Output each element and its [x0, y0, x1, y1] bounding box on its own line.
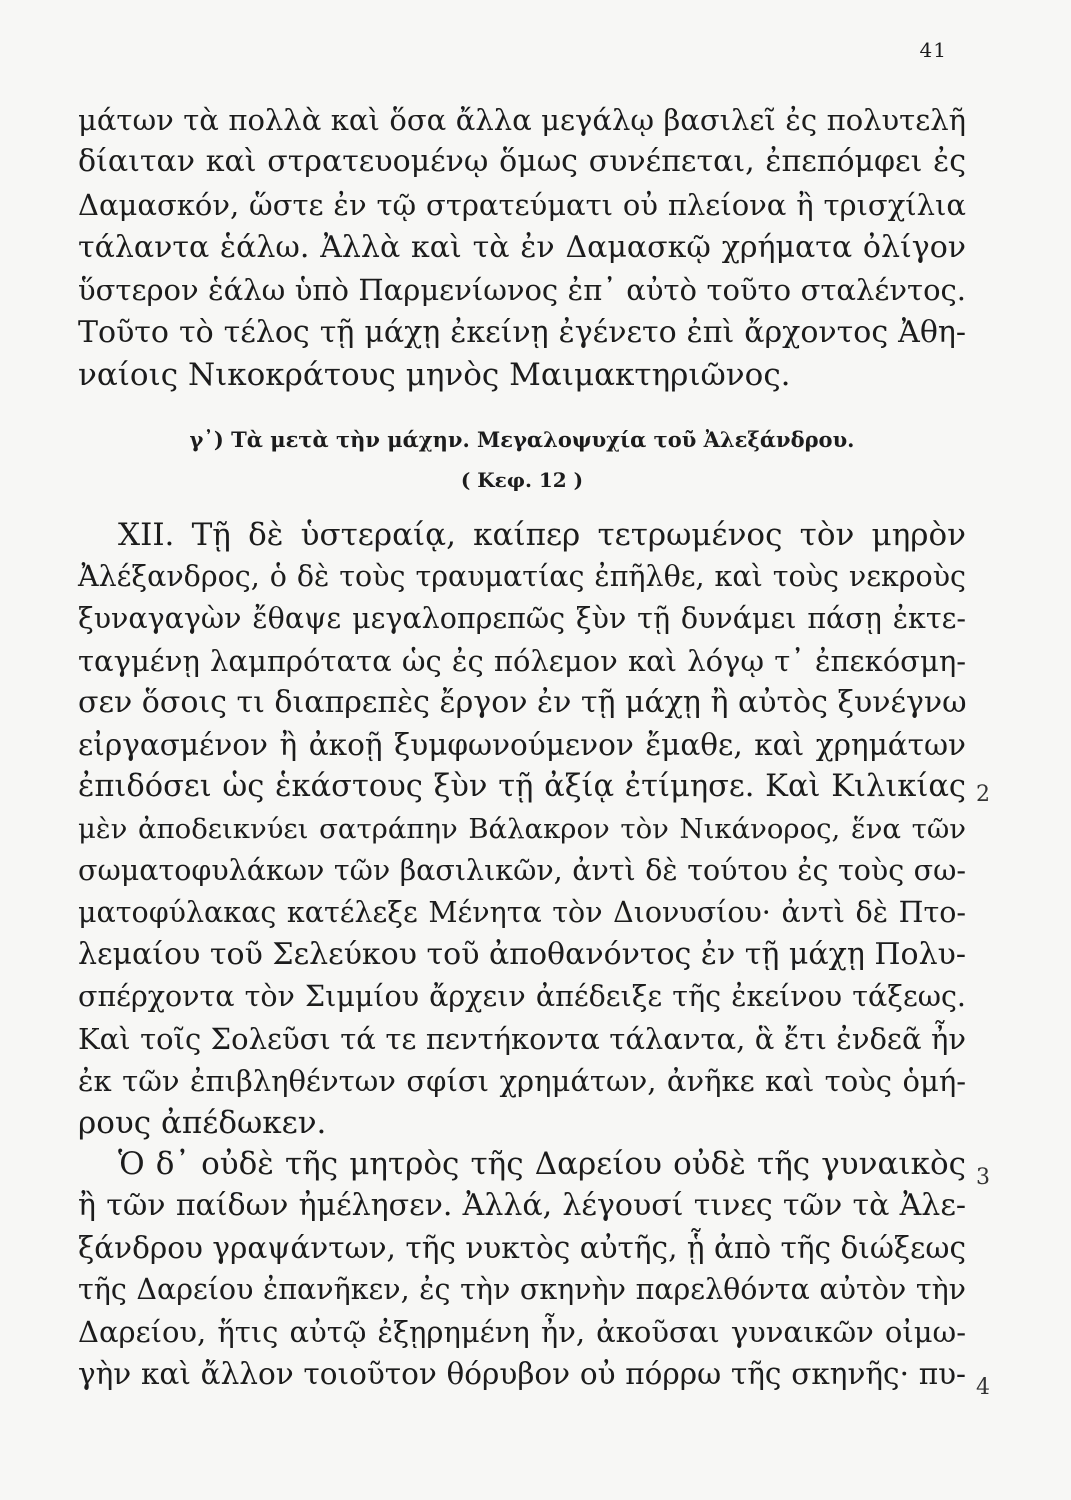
text-line: Τοῦτο τὸ τέλος τῇ μάχῃ ἐκείνῃ ἐγένετο ἐπὶ ἄρχοντος Ἀθη- [78, 315, 966, 350]
text-line: XII. Τῇ δὲ ὑστεραίᾳ, καίπερ τετρωμένος τὸν μηρὸν [118, 517, 966, 553]
text-line: ἐκ τῶν ἐπιβληθέντων σφίσι χρημάτων, ἀνῆκε καὶ τοὺς ὁμή- [78, 1064, 966, 1098]
text-line: μὲν ἀποδεικνύει σατράπην Βάλακρον τὸν Νικάνορος, ἕνα τῶν [78, 813, 966, 845]
text-line: σεν ὅσοις τι διαπρεπὲς ἔργον ἐν τῇ μάχῃ ἢ αὐτὸς ξυνέγνω [78, 685, 967, 720]
text-line: τάλαντα ἑάλω. Ἀλλὰ καὶ τὰ ἐν Δαμασκῷ χρήματα ὀλίγον [78, 230, 966, 265]
text-line: ἢ τῶν παίδων ἠμέλησεν. Ἀλλά, λέγουσί τινες τῶν τὰ Ἀλε- [78, 1188, 966, 1223]
text-line: μάτων τὰ πολλὰ καὶ ὅσα ἄλλα μεγάλῳ βασιλεῖ ἐς πολυτελῆ [78, 103, 966, 137]
text-line: Δαμασκόν, ὥστε ἐν τῷ στρατεύματι οὐ πλείονα ἢ τρισχίλια [78, 188, 966, 222]
text-line: ταγμένῃ λαμπρότατα ὡς ἐς πόλεμον καὶ λόγῳ τ᾿ ἐπεκόσμη- [78, 644, 966, 678]
text-line: ματοφύλακας κατέλεξε Μένητα τὸν Διονυσίου· ἀντὶ δὲ Πτο- [78, 896, 966, 929]
text-line: ναίοις Νικοκράτους μηνὸς Μαιμακτηριῶνος. [78, 357, 791, 393]
text-line: Ὁ δ᾿ οὐδὲ τῆς μητρὸς τῆς Δαρείου οὐδὲ τῆς γυναικὸς [118, 1146, 966, 1182]
text-line: ρους ἀπέδωκεν. [78, 1105, 327, 1141]
section-heading: γ᾿) Τὰ μετὰ τὴν μάχην. Μεγαλοψυχία τοῦ Ἀλεξάνδρου. [189, 427, 855, 452]
margin-note: 2 [976, 782, 990, 807]
text-line: τῆς Δαρείου ἐπανῆκεν, ἐς τὴν σκηνὴν παρελθόντα αὐτὸν τὴν [78, 1273, 966, 1306]
margin-note: 4 [976, 1375, 990, 1400]
text-line: εἰργασμένον ἢ ἀκοῇ ξυμφωνούμενον ἔμαθε, καὶ χρημάτων [78, 728, 966, 762]
margin-note: 3 [976, 1165, 990, 1190]
text-line: σωματοφυλάκων τῶν βασιλικῶν, ἀντὶ δὲ τούτου ἐς τοὺς σω- [78, 854, 966, 887]
text-line: Καὶ τοῖς Σολεῦσι τά τε πεντήκοντα τάλαντα, ἃ ἔτι ἐνδεᾶ ἦν [78, 1022, 966, 1056]
text-line: σπέρχοντα τὸν Σιμμίου ἄρχειν ἀπέδειξε τῆς ἐκείνου τάξεως. [78, 980, 966, 1013]
text-line: Δαρείου, ἥτις αὐτῷ ἐξῃρημένη ἦν, ἀκοῦσαι γυναικῶν οἰμω- [78, 1315, 966, 1349]
text-line: ὕστερον ἑάλω ὑπὸ Παρμενίωνος ἐπ᾿ αὐτὸ τοῦτο σταλέντος. [78, 273, 966, 307]
text-line: γὴν καὶ ἄλλον τοιοῦτον θόρυβον οὐ πόρρω τῆς σκηνῆς· πυ- [78, 1357, 966, 1391]
text-line: λεμαίου τοῦ Σελεύκου τοῦ ἀποθανόντος ἐν τῇ μάχῃ Πολυ- [78, 937, 966, 972]
text-line: ξάνδρου γραψάντων, τῆς νυκτὸς αὐτῆς, ᾗ ἀπὸ τῆς διώξεως [78, 1231, 966, 1265]
text-line: ἐπιδόσει ὡς ἑκάστους ξὺν τῇ ἀξίᾳ ἐτίμησε. Καὶ Κιλικίας [78, 769, 966, 804]
text-line: δίαιταν καὶ στρατευομένῳ ὅμως συνέπεται, ἐπεπόμφει ἐς [78, 144, 966, 179]
text-line: ξυναγαγὼν ἔθαψε μεγαλοπρεπῶς ξὺν τῇ δυνάμει πάσῃ ἐκτε- [78, 602, 966, 635]
text-line: Ἀλέξανδρος, ὁ δὲ τοὺς τραυματίας ἐπῆλθε, καὶ τοὺς νεκροὺς [78, 560, 966, 593]
page-number: 41 [919, 38, 947, 62]
chapter-reference: ( Κεφ. 12 ) [460, 468, 584, 492]
